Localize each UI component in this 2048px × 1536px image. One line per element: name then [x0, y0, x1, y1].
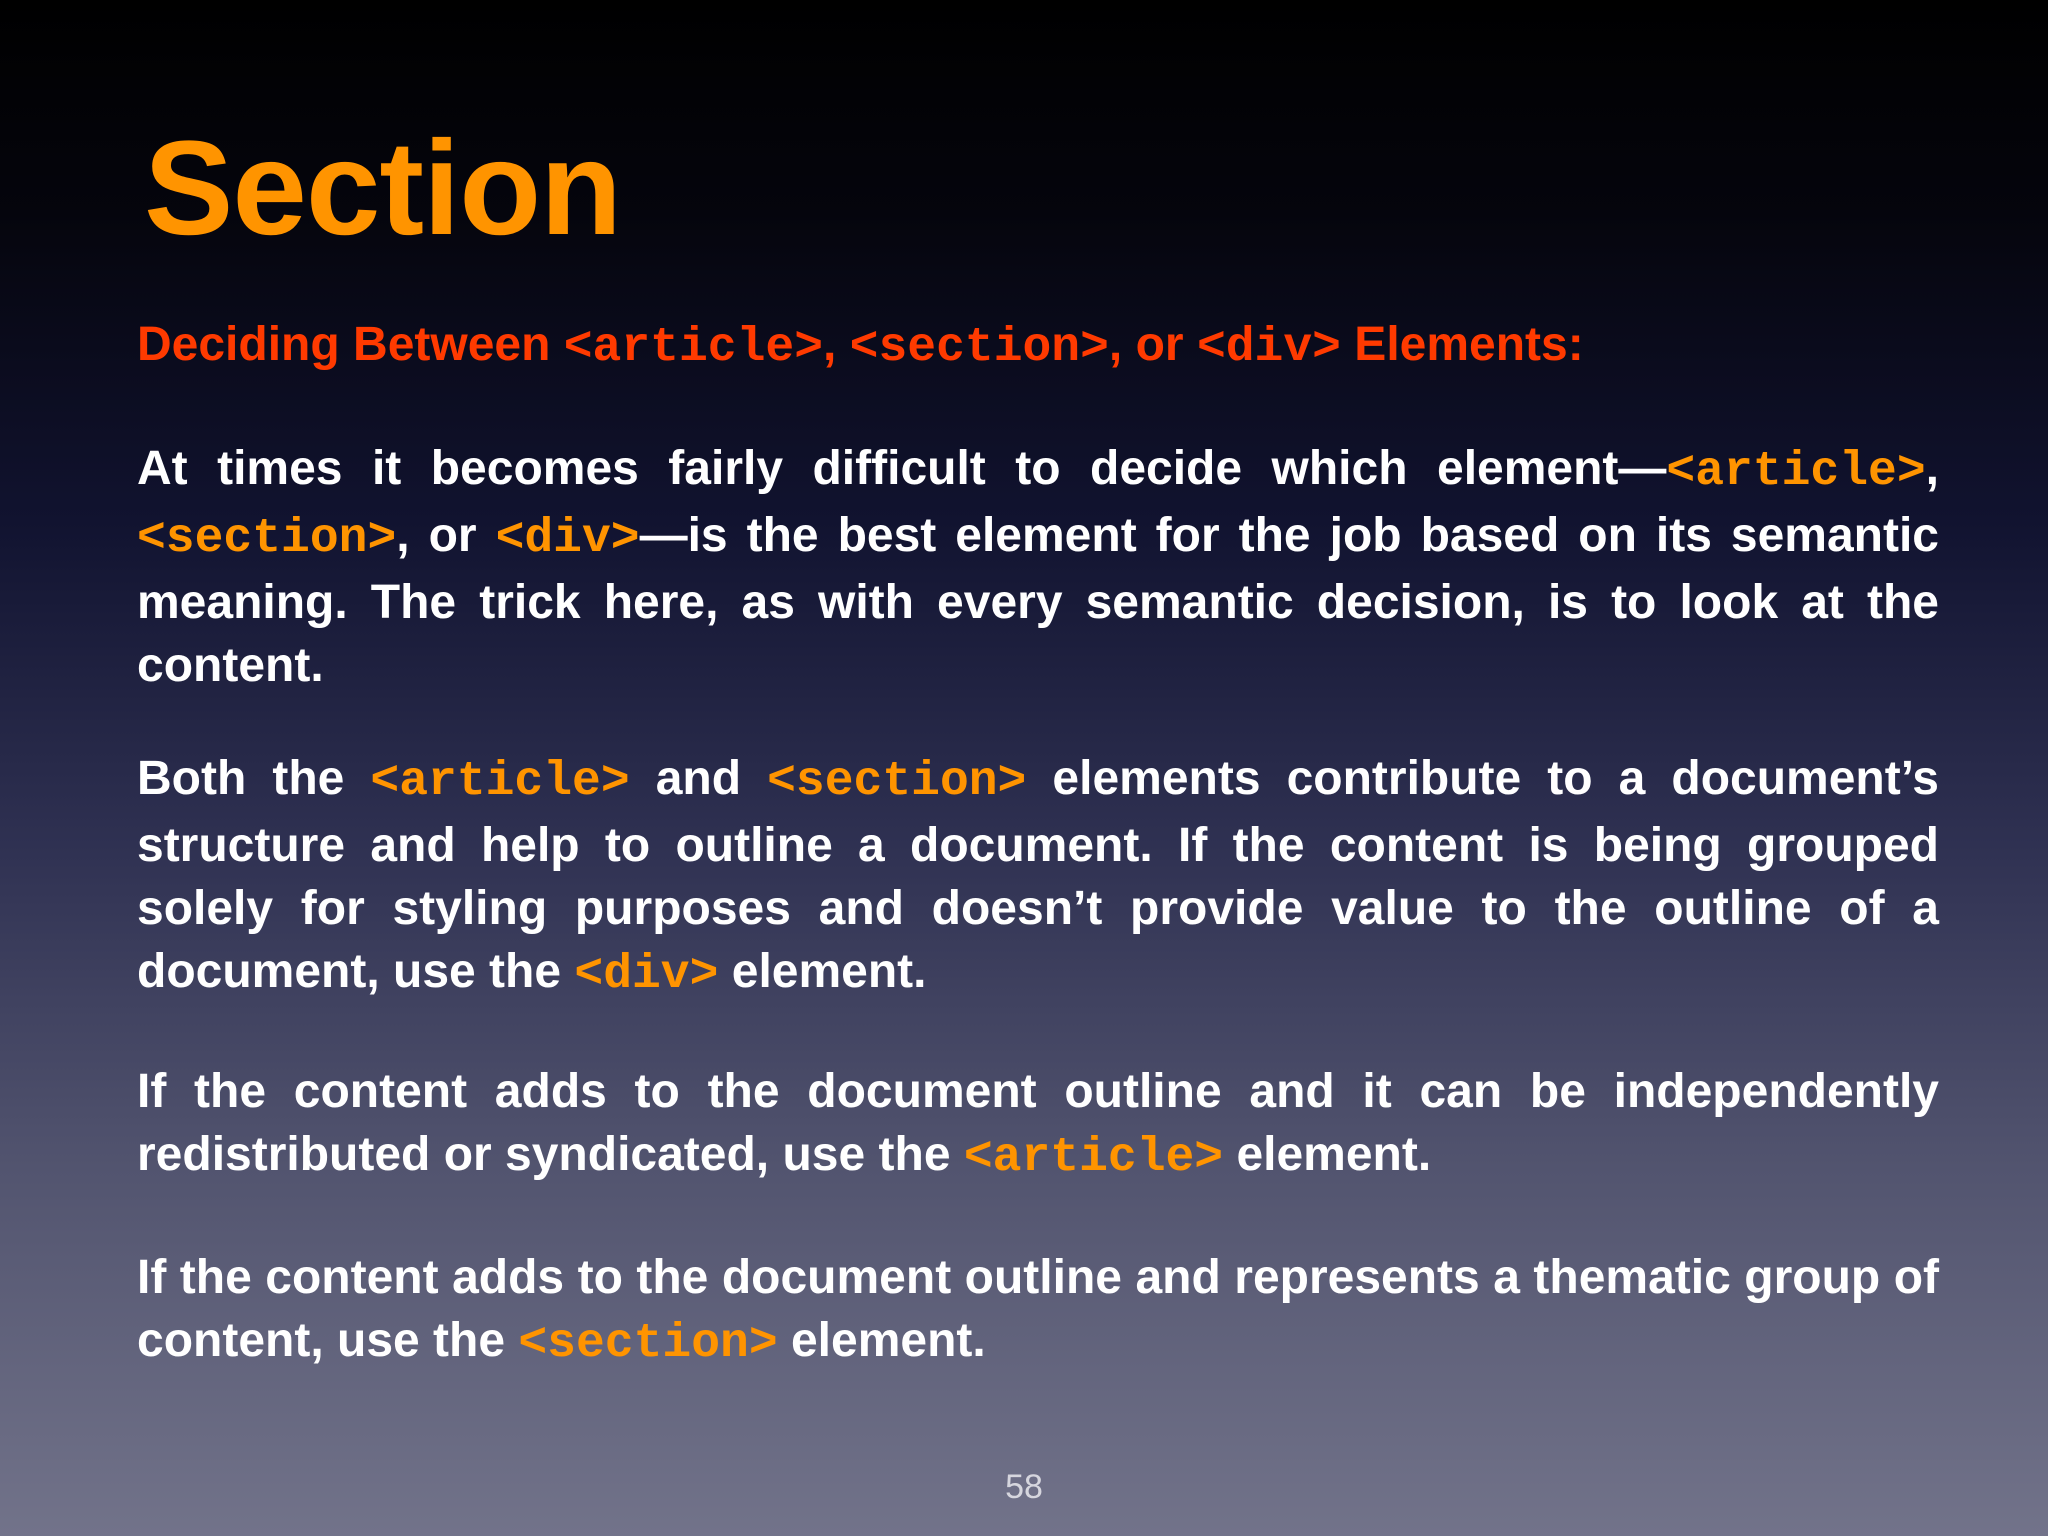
- slide-subheading: [137, 315, 1584, 378]
- code-div: <div>: [574, 948, 719, 1002]
- code-article: <article>: [1666, 445, 1926, 499]
- paragraph-text: elements contribute to a document’s structure and help to outline a document. If the content is being grouped solely for styling purposes and doesn’t provide value to the outline of a document, use the: [137, 752, 1939, 998]
- subheading-text: , or: [1108, 318, 1197, 371]
- subheading-text: Elements:: [1340, 318, 1584, 371]
- code-article: <article>: [963, 1131, 1224, 1185]
- paragraph-text: element.: [718, 945, 927, 998]
- paragraph-section-rule: [137, 1246, 1939, 1376]
- subheading-text: Deciding Between: [137, 318, 564, 371]
- paragraph-intro: [137, 437, 1939, 697]
- paragraph-structure: [137, 747, 1939, 1007]
- paragraph-text: At times it becomes fairly difficult to decide which element—: [137, 442, 1667, 495]
- code-section: <section>: [767, 755, 1027, 809]
- code-section: <section>: [137, 512, 397, 566]
- paragraph-text: element.: [777, 1314, 986, 1367]
- paragraph-text: —is the best element for the job based on its semantic meaning. The trick here, as with every semantic decision, is to look at the content.: [137, 509, 1940, 692]
- code-div: <div>: [495, 512, 640, 566]
- paragraph-text: If the content adds to the document outline and it can be independently redistributed or syndicated, use the: [137, 1065, 1939, 1181]
- paragraph-text: and: [629, 752, 768, 805]
- code-article: <article>: [370, 755, 630, 809]
- code-section: <section>: [518, 1317, 778, 1371]
- code-section: <section>: [849, 321, 1109, 375]
- paragraph-text: element.: [1223, 1128, 1432, 1181]
- subheading-text: ,: [823, 318, 850, 371]
- paragraph-text: ,: [1925, 442, 1939, 495]
- paragraph-text: If the content adds to the document outline and represents a thematic group of content, use the: [137, 1251, 1939, 1367]
- page-number: 58: [1005, 1468, 1043, 1506]
- slide-title: Section: [144, 114, 621, 263]
- paragraph-text: , or: [396, 509, 496, 562]
- paragraph-text: Both the: [137, 752, 371, 805]
- paragraph-article-rule: [137, 1060, 1939, 1190]
- code-div: <div>: [1196, 321, 1341, 375]
- code-article: <article>: [563, 321, 823, 375]
